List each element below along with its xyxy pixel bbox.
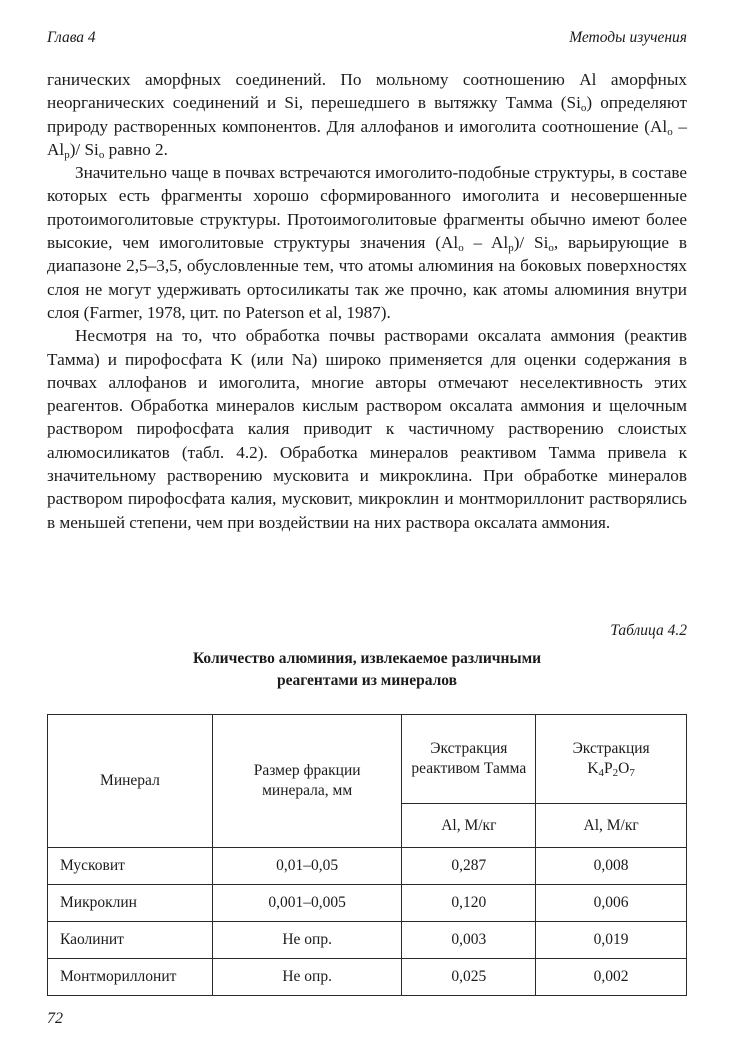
table-row bbox=[48, 959, 687, 996]
page-number: 72 bbox=[47, 1010, 63, 1027]
table-row bbox=[48, 848, 687, 885]
header-fraction: Размер фракции минерала, мм bbox=[212, 715, 402, 848]
cell-mineral: Микроклин bbox=[48, 885, 213, 922]
cell-mineral: Каолинит bbox=[48, 922, 213, 959]
cell-tamm: 0,287 bbox=[402, 848, 536, 885]
paragraph-3: Несмотря на то, что обработка почвы растворами оксалата аммония (реактив Тамма) и пирофосфата K (или Na) широко применяется для оценки содержания в почвах аллофанов и имоголита, многие авторы отмечают неселективность этих реагентов. Обработка минералов кислым раствором оксалата аммония и щелочным раствором пирофосфата калия приводит к частичному растворению слоистых алюмосиликатов (табл. 4.2). Обработка минералов реактивом Тамма привела к значительному растворению мусковита и микроклина. При обработке минералов раствором пирофосфата калия, мусковит, микроклин и монтмориллонит растворялись в меньшей степени, чем при воздействии на них раствора оксалата аммония. bbox=[47, 326, 687, 532]
cell-tamm: 0,120 bbox=[402, 885, 536, 922]
header-tamm: Экстракция реактивом Тамма bbox=[402, 715, 536, 804]
cell-k4p2o7: 0,006 bbox=[536, 885, 687, 922]
paragraph-2: Значительно чаще в почвах встречаются имоголито-подобные структуры, в составе которых есть фрагменты хорошо сформированного имоголита и несовершенные протоимоголитовые структуры. Протоимоголитовые фрагменты обычно имеют более высокие, чем имоголитовые структуры значения $(Al_o - Al_p)/$ $Si_o$, варьирующие в диапазоне 2,5–3,5, обусловленные тем, что атомы алюминия на боковых поверхностях слоя не могут удерживать ортосиликаты так же прочно, как атомы алюминия внутри слоя (Farmer, 1978, цит. по Paterson et al, 1987). bbox=[47, 163, 687, 322]
cell-fraction: 0,001–0,005 bbox=[212, 885, 402, 922]
data-table bbox=[47, 714, 687, 996]
body-text bbox=[47, 68, 687, 534]
cell-tamm: 0,025 bbox=[402, 959, 536, 996]
cell-mineral: Мусковит bbox=[48, 848, 213, 885]
running-header bbox=[47, 29, 687, 49]
cell-k4p2o7: 0,008 bbox=[536, 848, 687, 885]
cell-fraction: 0,01–0,05 bbox=[212, 848, 402, 885]
unit-tamm: Al, М/кг bbox=[402, 804, 536, 848]
chapter-title: Глава 4 bbox=[47, 29, 96, 46]
header-mineral: Минерал bbox=[48, 715, 213, 848]
cell-fraction: Не опр. bbox=[212, 959, 402, 996]
cell-tamm: 0,003 bbox=[402, 922, 536, 959]
cell-mineral: Монтмориллонит bbox=[48, 959, 213, 996]
cell-k4p2o7: 0,002 bbox=[536, 959, 687, 996]
table-row bbox=[48, 922, 687, 959]
paragraph-1: ганических аморфных соединений. По мольному соотношению Al аморфных неорганических соединений и Si, перешедшего в вытяжку Тамма $(Si_o)$ определяют природу растворенных компонентов. Для аллофанов и имоголита соотношение $(Al_o - Al_p)/$ $Si_o$ равно 2. bbox=[47, 70, 688, 161]
section-title: Методы изучения bbox=[569, 29, 687, 46]
table-row bbox=[48, 885, 687, 922]
table-label: Таблица 4.2 bbox=[610, 622, 687, 639]
cell-fraction: Не опр. bbox=[212, 922, 402, 959]
header-k4p2o7: Экстракция $K_4P_2O_7$ bbox=[536, 715, 687, 804]
table-title: Количество алюминия, извлекаемое различными реагентами из минералов bbox=[192, 650, 542, 689]
unit-k4p2o7: Al, М/кг bbox=[536, 804, 687, 848]
cell-k4p2o7: 0,019 bbox=[536, 922, 687, 959]
